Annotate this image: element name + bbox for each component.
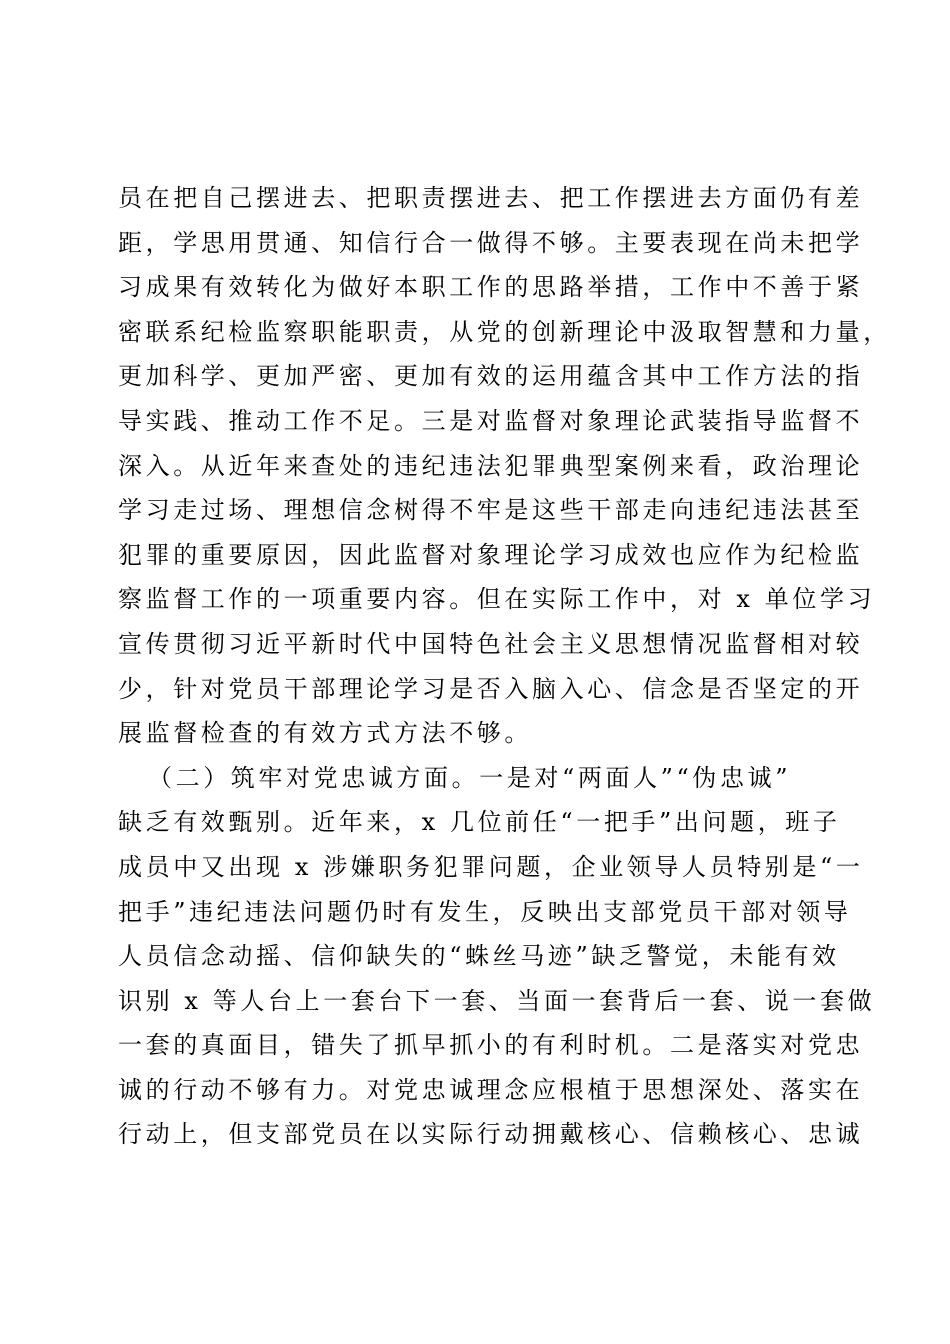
text-line: 成员中又出现 x 涉嫌职务犯罪问题，企业领导人员特别是“一 bbox=[118, 852, 864, 881]
text-line: 人员信念动摇、信仰缺失的“蛛丝马迹”缺乏警觉，未能有效 bbox=[118, 942, 840, 971]
text-line: 缺乏有效甄别。近年来，x 几位前任“一把手”出问题，班子 bbox=[118, 808, 841, 837]
text-line: 诚的行动不够有力。对党忠诚理念应根植于思想深处、落实在 bbox=[118, 1075, 864, 1104]
text-line: 展监督检查的有效方式方法不够。 bbox=[118, 719, 532, 748]
text-line: 员在把自己摆进去、把职责摆进去、把工作摆进去方面仍有差 bbox=[118, 184, 864, 212]
text-line: 少，针对党员干部理论学习是否入脑入心、信念是否坚定的开 bbox=[118, 674, 864, 703]
text-line: 距，学思用贯通、知信行合一做得不够。主要表现在尚未把学 bbox=[118, 228, 864, 257]
text-line: 更加科学、更加严密、更加有效的运用蕴含其中工作方法的指 bbox=[118, 362, 864, 391]
text-line: 行动上，但支部党员在以实际行动拥戴核心、信赖核心、忠诚 bbox=[118, 1120, 864, 1149]
text-line: 识别 x 等人台上一套台下一套、当面一套背后一套、说一套做 bbox=[118, 986, 876, 1015]
text-line: 宣传贯彻习近平新时代中国特色社会主义思想情况监督相对较 bbox=[118, 629, 864, 658]
text-line: 察监督工作的一项重要内容。但在实际工作中，对 x 单位学习 bbox=[118, 585, 876, 614]
text-line: 把手”违纪违法问题仍时有发生，反映出支部党员干部对领导 bbox=[118, 897, 852, 926]
section-heading-line: （二）筑牢对党忠诚方面。一是对“两面人”“伪忠诚” bbox=[148, 763, 792, 792]
text-line: 一套的真面目，错失了抓早抓小的有利时机。二是落实对党忠 bbox=[118, 1031, 864, 1060]
text-line: 犯罪的重要原因，因此监督对象理论学习成效也应作为纪检监 bbox=[118, 540, 864, 569]
text-line: 学习走过场、理想信念树得不牢是这些干部走向违纪违法甚至 bbox=[118, 496, 864, 525]
text-line: 密联系纪检监察职能职责，从党的创新理论中汲取智慧和力量， bbox=[118, 317, 891, 346]
text-line: 导实践、推动工作不足。三是对监督对象理论武装指导监督不 bbox=[118, 406, 864, 435]
body-text bbox=[118, 176, 891, 1157]
text-line: 深入。从近年来查处的违纪违法犯罪典型案例来看，政治理论 bbox=[118, 451, 864, 480]
text-line: 习成果有效转化为做好本职工作的思路举措，工作中不善于紧 bbox=[118, 273, 864, 302]
